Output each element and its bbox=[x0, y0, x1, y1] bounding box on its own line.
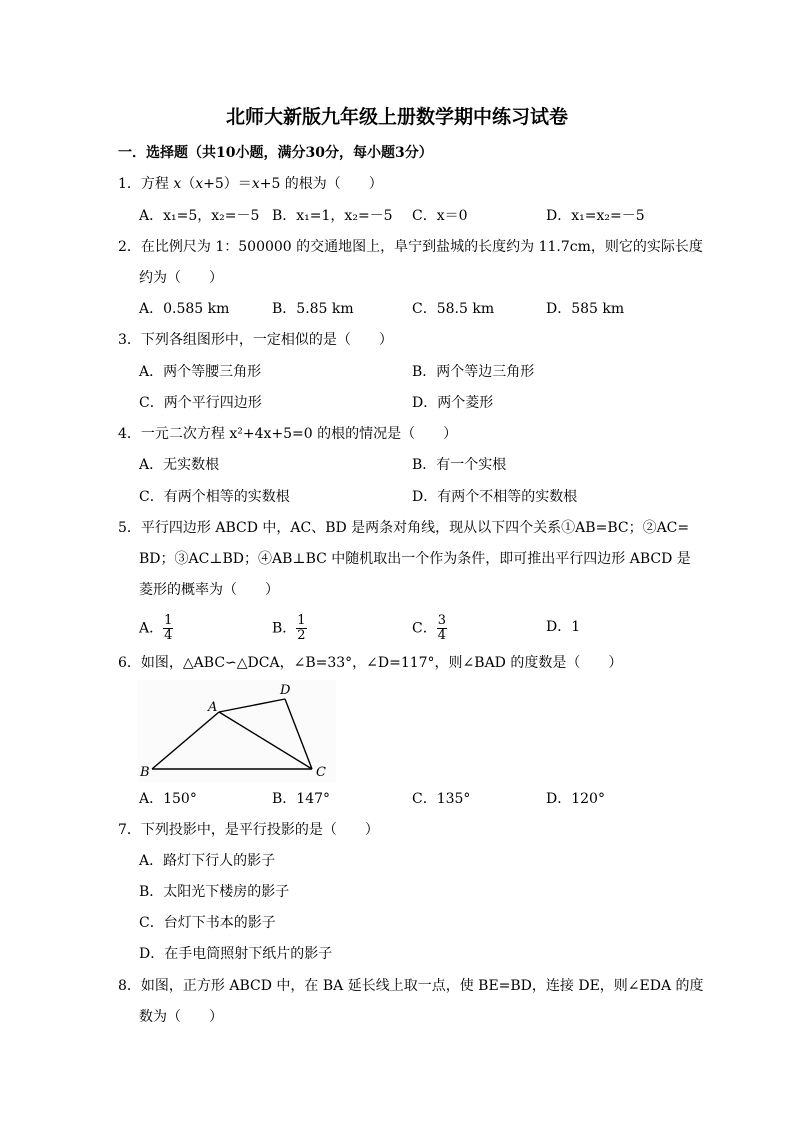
page-title: 北师大新版九年级上册数学期中练习试卷 bbox=[225, 106, 568, 128]
question-1-stem: 1．方程 x（x+5）＝x+5 的根为（ ） bbox=[118, 176, 383, 192]
question-6-option-d: D．120° bbox=[546, 791, 605, 807]
question-6-stem: 6．如图，△ABC∽△DCA，∠B=33°，∠D=117°，则∠BAD 的度数是（ ） bbox=[118, 655, 623, 671]
label-c: C bbox=[316, 765, 326, 780]
question-5-option-b: B． $\frac{1}{2}$ bbox=[272, 613, 306, 643]
question-7-option-d: D．在手电筒照射下纸片的影子 bbox=[139, 946, 333, 962]
triangle-figure bbox=[138, 680, 338, 784]
question-2-option-d: D．585 km bbox=[546, 301, 625, 317]
question-1-option-a: A．x₁=5，x₂=－5 bbox=[139, 208, 260, 224]
question-8-stem-line1: 8．如图，正方形 ABCD 中，在 BA 延长线上取一点，使 BE=BD，连接 DE，则∠EDA 的度 bbox=[118, 978, 704, 994]
fraction: $\frac{1}{4}$ bbox=[164, 613, 173, 643]
question-2-option-c: C．58.5 km bbox=[412, 301, 495, 317]
section-heading: 一．选择题（共10小题，满分30分，每小题3分） bbox=[118, 145, 433, 161]
question-1-option-b: B．x₁=1，x₂=－5 bbox=[272, 208, 393, 224]
label-b: B bbox=[140, 765, 150, 780]
question-2-option-b: B．5.85 km bbox=[272, 301, 354, 317]
question-4-option-b: B．有一个实根 bbox=[412, 457, 507, 473]
label-a: A bbox=[208, 700, 218, 715]
question-5-stem-line2: BD；③AC⊥BD；④AB⊥BC 中随机取出一个作为条件，即可推出平行四边形 ABCD 是 bbox=[139, 551, 691, 567]
fraction: $\frac{1}{2}$ bbox=[297, 613, 306, 643]
question-5-stem-line1: 5．平行四边形 ABCD 中，AC、BD 是两条对角线，现从以下四个关系①AB=BC；②AC= bbox=[118, 520, 690, 536]
question-4-option-a: A．无实数根 bbox=[139, 457, 220, 473]
question-2-stem-line1: 2．在比例尺为 1：500000 的交通地图上，阜宁到盐城的长度约为 11.7cm，则它的实际长度 bbox=[118, 239, 703, 255]
question-4-stem: 4．一元二次方程 x²+4x+5=0 的根的情况是（ ） bbox=[118, 426, 458, 442]
question-3-option-a: A．两个等腰三角形 bbox=[139, 364, 262, 380]
question-2-stem-line2: 约为（ ） bbox=[139, 270, 223, 286]
question-6-option-b: B．147° bbox=[272, 791, 331, 807]
fraction: $\frac{3}{4}$ bbox=[437, 613, 446, 643]
question-3-option-d: D．两个菱形 bbox=[412, 395, 494, 411]
question-5-option-a: A． $\frac{1}{4}$ bbox=[139, 613, 173, 643]
question-5-option-d: D．1 bbox=[546, 619, 581, 635]
question-6-option-a: A．150° bbox=[139, 791, 197, 807]
question-8-stem-line2: 数为（ ） bbox=[139, 1009, 223, 1025]
question-7-option-c: C．台灯下书本的影子 bbox=[139, 915, 276, 931]
question-1-option-d: D．x₁=x₂=－5 bbox=[546, 208, 645, 224]
question-3-option-c: C．两个平行四边形 bbox=[139, 395, 262, 411]
question-6-option-c: C．135° bbox=[412, 791, 471, 807]
question-4-option-c: C．有两个相等的实数根 bbox=[139, 489, 290, 505]
label-d: D bbox=[280, 683, 291, 698]
question-2-option-a: A．0.585 km bbox=[139, 301, 230, 317]
question-7-option-a: A．路灯下行人的影子 bbox=[139, 853, 276, 869]
question-3-option-b: B．两个等边三角形 bbox=[412, 364, 535, 380]
question-5-option-c: C． $\frac{3}{4}$ bbox=[412, 613, 446, 643]
question-7-option-b: B．太阳光下楼房的影子 bbox=[139, 884, 290, 900]
question-5-stem-line3: 菱形的概率为（ ） bbox=[139, 582, 279, 598]
question-4-option-d: D．有两个不相等的实数根 bbox=[412, 489, 578, 505]
question-3-stem: 3．下列各组图形中，一定相似的是（ ） bbox=[118, 332, 393, 348]
question-1-option-c: C．x＝0 bbox=[412, 208, 468, 224]
question-7-stem: 7．下列投影中，是平行投影的是（ ） bbox=[118, 822, 379, 838]
